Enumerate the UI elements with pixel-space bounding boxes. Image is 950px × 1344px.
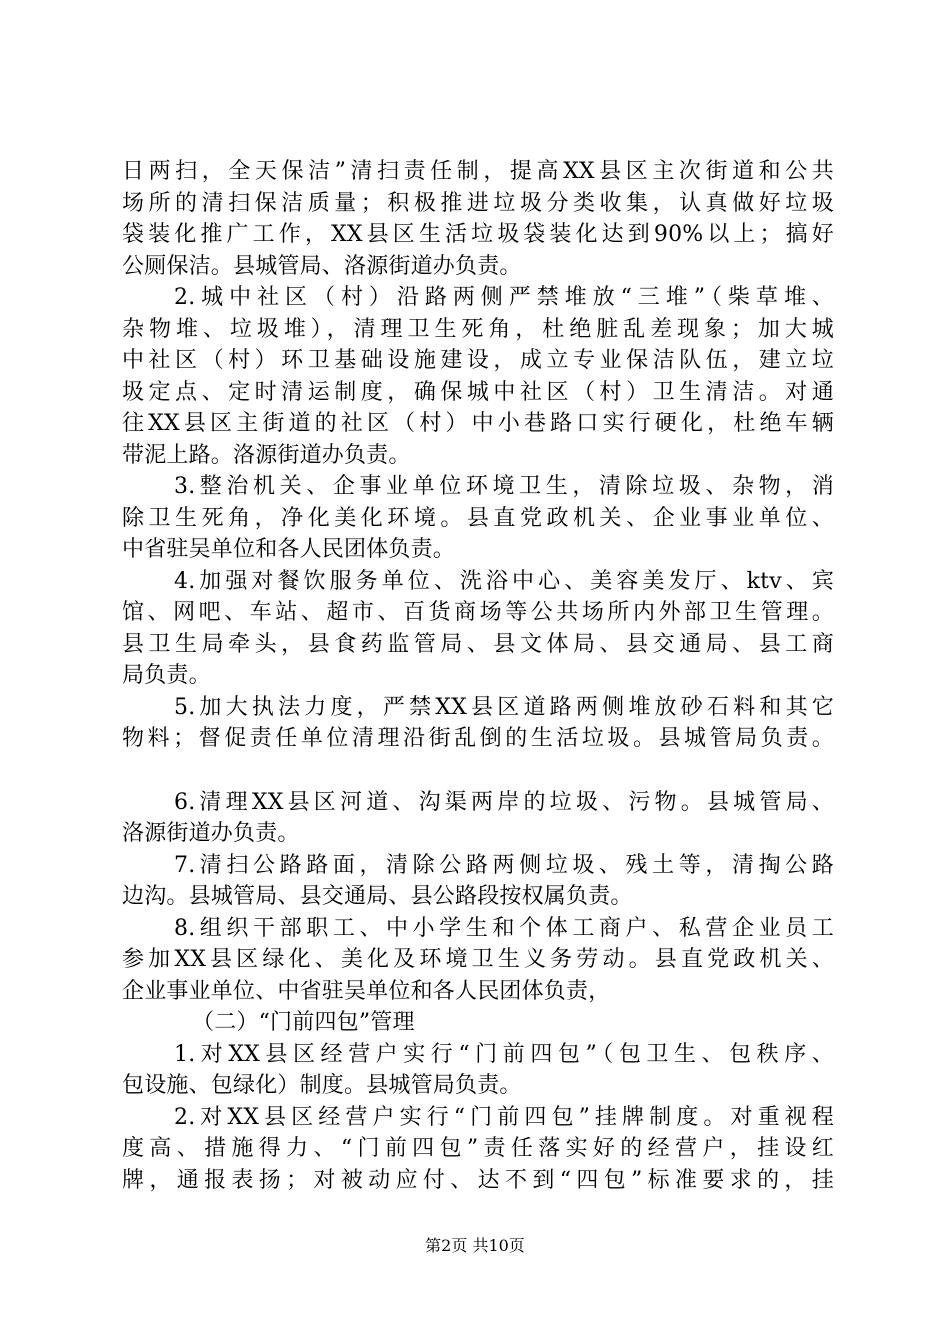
- text-line: 县卫生局牵头，县食药监管局、县文体局、县交通局、县工商: [122, 631, 834, 657]
- text-line: 袋装化推广工作，XX县区生活垃圾袋装化达到90%以上；搞好: [122, 222, 834, 247]
- text-line: 带泥上路。洛源街道办负责。: [122, 442, 411, 468]
- paragraph-item-5-line: 5.加大执法力度，严禁XX县区道路两侧堆放砂石料和其它: [174, 694, 834, 720]
- text-line: 往XX县区主街道的社区（村）中小巷路口实行硬化，杜绝车辆: [122, 411, 834, 436]
- paragraph-item-1-line: 1.对XX县区经营户实行“门前四包”（包卫生、包秩序、: [174, 1041, 834, 1067]
- paragraph-item-2-line: 2.城中社区（村）沿路两侧严禁堆放“三堆”（柴草堆、: [174, 285, 834, 310]
- document-body: [122, 156, 834, 1196]
- text-line: 场所的清扫保洁质量；积极推进垃圾分类收集，认真做好垃圾: [122, 190, 834, 216]
- paragraph-item-6-line: 6.清理XX县区河道、沟渠两岸的垃圾、污物。县城管局、: [174, 789, 834, 815]
- paragraph-item-3-line: 3.整治机关、企事业单位环境卫生，清除垃圾、杂物，消: [174, 474, 834, 499]
- section-heading: （二）“门前四包”管理: [192, 1010, 415, 1035]
- text-line: 牌，通报表扬；对被动应付、达不到“四包”标准要求的，挂: [122, 1167, 834, 1193]
- text-line: 边沟。县城管局、县交通局、县公路段按权属负责。: [122, 884, 633, 909]
- text-line: 中社区（村）环卫基础设施建设，成立专业保洁队伍，建立垃: [122, 348, 834, 373]
- paragraph-item-4-line: 4.加强对餐饮服务单位、洗浴中心、美容美发厅、ktv、宾: [174, 568, 834, 594]
- paragraph-gap: [122, 755, 834, 787]
- text-line: 物料；督促责任单位清理沿街乱倒的生活垃圾。县城管局负责。: [122, 726, 834, 751]
- text-line: 公厕保洁。县城管局、洛源街道办负责。: [122, 253, 522, 279]
- text-line: 杂物堆、垃圾堆），清理卫生死角，杜绝脏乱差现象；加大城: [122, 316, 834, 342]
- text-line: 洛源街道办负责。: [122, 821, 300, 846]
- paragraph-item-2b-line: 2.对XX县区经营户实行“门前四包”挂牌制度。对重视程: [174, 1104, 834, 1130]
- text-line: 圾定点、定时清运制度，确保城中社区（村）卫生清洁。对通: [122, 379, 834, 405]
- text-line: 度高、措施得力、“门前四包”责任落实好的经营户，挂设红: [122, 1136, 834, 1161]
- text-line: 馆、网吧、车站、超市、百货商场等公共场所内外部卫生管理。: [122, 600, 834, 625]
- text-line: 包设施、包绿化）制度。县城管局负责。: [122, 1073, 522, 1098]
- text-line: 中省驻吴单位和各人民团体负责。: [122, 537, 456, 562]
- text-line: 局负责。: [122, 663, 211, 688]
- text-line: 日两扫，全天保洁”清扫责任制，提高XX县区主次街道和公共: [122, 159, 834, 184]
- text-line: 参加XX县区绿化、美化及环境卫生义务劳动。县直党政机关、: [122, 947, 834, 972]
- page-number-footer: 第2页 共10页: [425, 1236, 525, 1255]
- text-line: 企业事业单位、中省驻吴单位和各人民团体负责，: [122, 978, 611, 1004]
- paragraph-item-7-line: 7.清扫公路路面，清除公路两侧垃圾、残土等，清掏公路: [174, 852, 834, 878]
- text-line: 除卫生死角，净化美化环境。县直党政机关、企业事业单位、: [122, 505, 834, 531]
- paragraph-item-8-line: 8.组织干部职工、中小学生和个体工商户、私营企业员工: [174, 915, 834, 941]
